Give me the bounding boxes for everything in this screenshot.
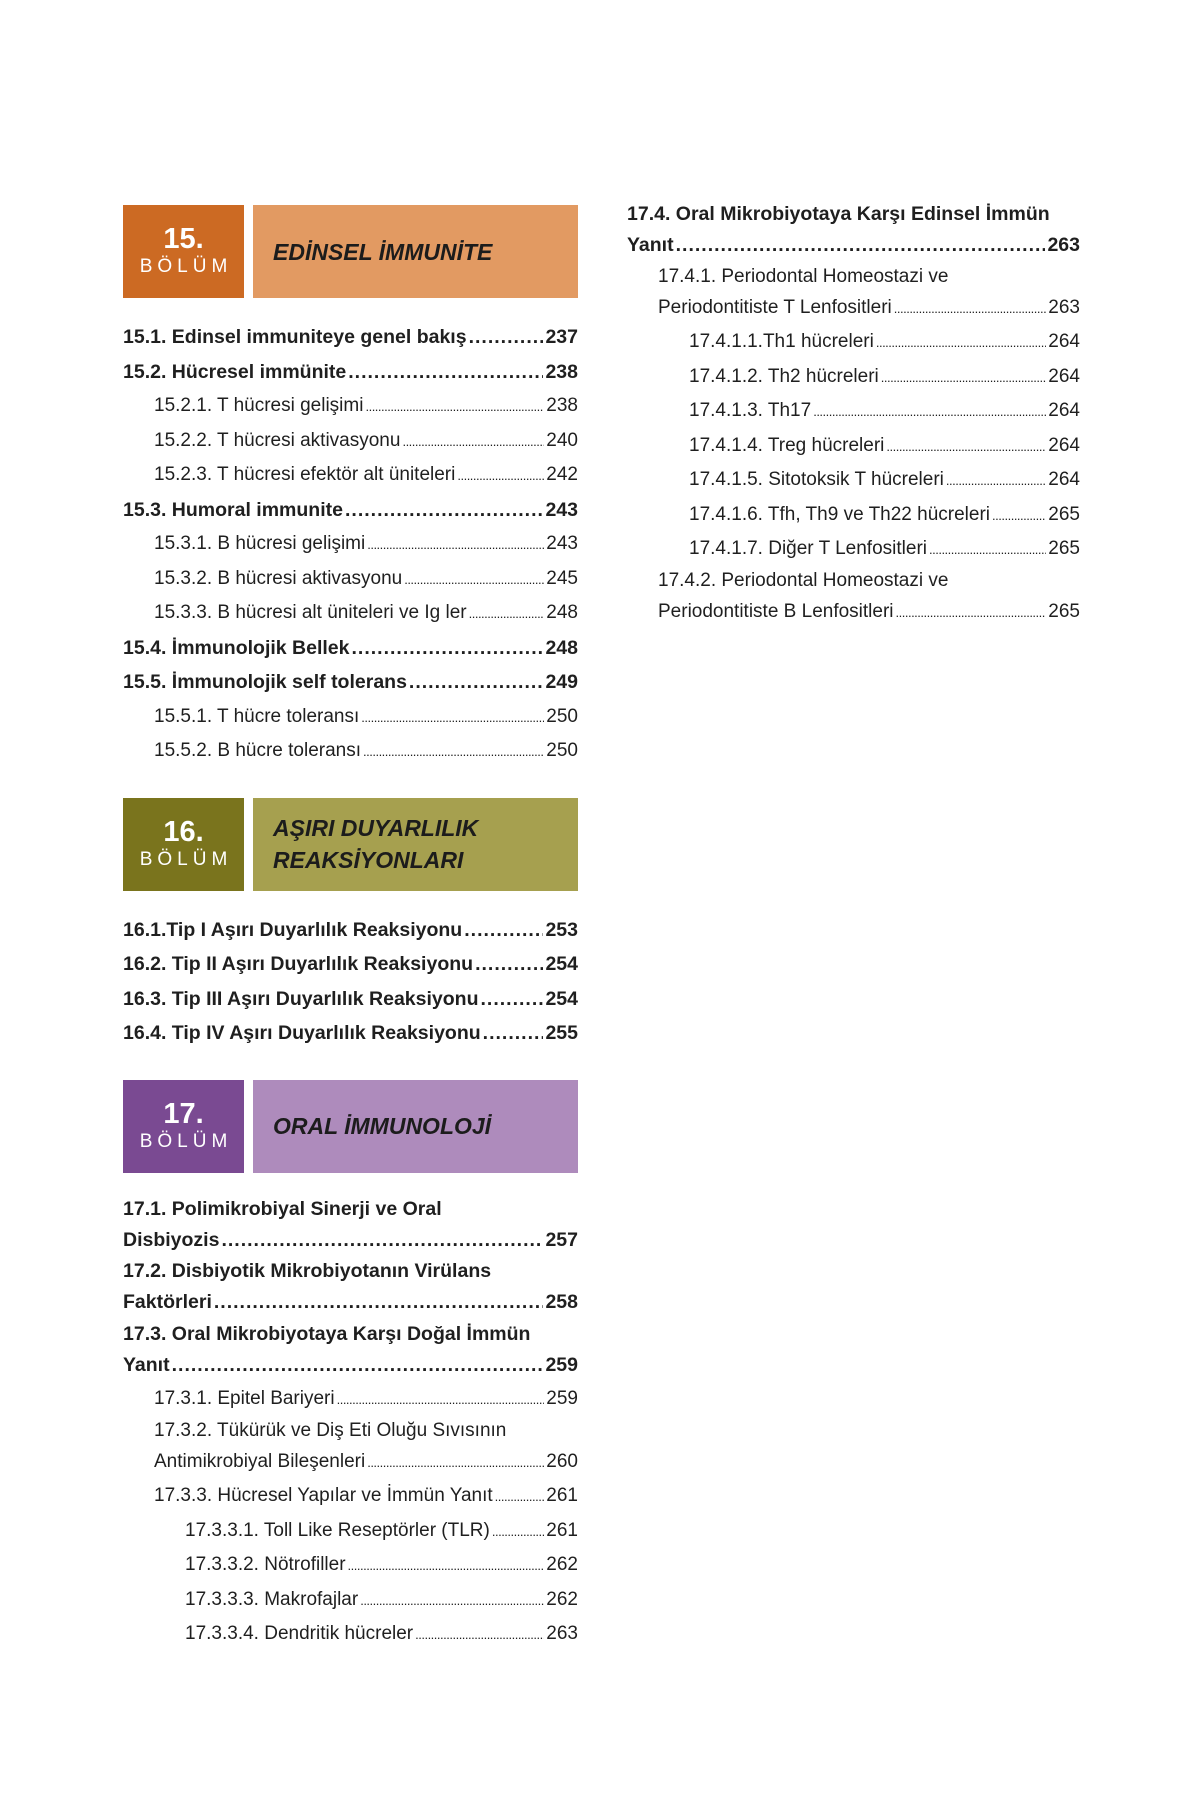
left-column	[123, 205, 578, 1681]
toc-page-number: 243	[546, 533, 578, 554]
toc-entry[interactable]	[627, 200, 1080, 263]
toc-page-number: 255	[545, 1022, 578, 1044]
toc-entry-label: 15.3.3. B hücresi alt üniteleri ve Ig ler	[154, 602, 467, 623]
chapter-title: AŞIRI DUYARLILIK REAKSİYONLARI	[273, 815, 479, 873]
leader-dots	[876, 326, 1046, 361]
toc-entry[interactable]	[123, 1257, 578, 1320]
chapter-17-toc	[123, 1195, 578, 1652]
toc-entry[interactable]	[627, 567, 1080, 630]
leader-dots	[457, 459, 544, 494]
toc-entry-label: 15.2. Hücresel immünite	[123, 360, 347, 383]
toc-page-number: 248	[545, 636, 578, 659]
toc-page-number: 263	[1048, 296, 1080, 318]
chapter-number: 16.	[163, 815, 204, 848]
toc-entry[interactable]	[627, 394, 1080, 429]
leader-dots	[360, 1584, 544, 1619]
toc-page-number: 265	[1048, 538, 1080, 559]
toc-entry-label: 17.4.1.3. Th17	[689, 400, 812, 421]
toc-entry[interactable]	[123, 982, 578, 1017]
toc-entry-label: 16.4. Tip IV Aşırı Duyarlılık Reaksiyonu	[123, 1022, 481, 1044]
chapter-15-header	[123, 205, 578, 298]
leader-dots	[480, 982, 543, 1017]
toc-page-number: 259	[546, 1388, 578, 1409]
toc-entry[interactable]	[627, 360, 1080, 395]
toc-entry-label: 17.3.1. Epitel Bariyeri	[154, 1388, 335, 1409]
chapter-title-box	[253, 205, 578, 298]
chapter-17-toc-continued	[627, 200, 1080, 629]
toc-page-number: 240	[546, 429, 578, 451]
leader-dots	[402, 425, 544, 460]
chapter-title: EDİNSEL İMMUNİTE	[273, 238, 493, 265]
toc-entry[interactable]	[123, 1195, 578, 1258]
leader-dots	[367, 528, 544, 563]
toc-entry-label-line1: 17.4. Oral Mikrobiyotaya Karşı Edinsel İmmün	[627, 203, 1050, 225]
leader-dots	[475, 947, 543, 982]
toc-page-number: 260	[546, 1450, 578, 1472]
right-column	[627, 200, 1080, 658]
chapter-number-box	[123, 1080, 244, 1173]
toc-entry-label-line1: 17.1. Polimikrobiyal Sinerji ve Oral	[123, 1197, 442, 1220]
toc-entry[interactable]	[123, 527, 578, 562]
leader-dots	[365, 390, 544, 425]
toc-entry-label: 15.5. İmmunolojik self tolerans	[123, 671, 407, 693]
toc-entry-label: 15.1. Edinsel immuniteye genel bakış	[123, 326, 467, 348]
chapter-15-toc	[123, 320, 578, 769]
toc-entry-label: 17.3.3. Hücresel Yapılar ve İmmün Yanıt	[154, 1485, 493, 1506]
toc-page-number: 238	[545, 360, 578, 383]
toc-page-number: 249	[545, 671, 578, 693]
toc-entry[interactable]	[123, 355, 578, 390]
chapter-title-box	[253, 1080, 578, 1173]
toc-page-number: 257	[545, 1228, 578, 1251]
toc-entry-label: 17.3.3.1. Toll Like Reseptörler (TLR)	[185, 1519, 490, 1541]
toc-entry-label: 15.3.1. B hücresi gelişimi	[154, 533, 366, 554]
toc-page-number: 264	[1048, 469, 1080, 490]
chapter-16-toc	[123, 913, 578, 1051]
leader-dots	[352, 631, 544, 666]
toc-entry-label: Yanıt	[123, 1353, 170, 1376]
chapter-number-box	[123, 205, 244, 298]
toc-page-number: 250	[546, 740, 578, 761]
toc-entry-label: 16.2. Tip II Aşırı Duyarlılık Reaksiyonu	[123, 953, 474, 975]
toc-entry-label: Periodontitiste T Lenfositleri	[658, 296, 892, 318]
leader-dots	[363, 735, 544, 770]
toc-page-number: 253	[545, 918, 578, 941]
toc-entry-label-line1: 17.3. Oral Mikrobiyotaya Karşı Doğal İmmün	[123, 1322, 531, 1345]
toc-entry[interactable]	[123, 493, 578, 528]
toc-entry-label: 15.5.2. B hücre toleransı	[154, 740, 362, 761]
toc-entry[interactable]	[123, 913, 578, 948]
toc-entry[interactable]	[627, 263, 1080, 326]
leader-dots	[929, 533, 1046, 568]
toc-entry-label-line1: 17.4.2. Periodontal Homeostazi ve	[658, 569, 949, 591]
toc-page-number: 263	[546, 1623, 578, 1644]
leader-dots	[813, 395, 1046, 430]
toc-entry[interactable]	[123, 1382, 578, 1417]
leader-dots	[886, 430, 1046, 465]
toc-page-number: 250	[546, 705, 578, 727]
toc-entry[interactable]	[627, 532, 1080, 567]
toc-page-number: 242	[546, 464, 578, 485]
toc-page-number: 264	[1048, 365, 1080, 387]
chapter-bolum-label: BÖLÜM	[139, 256, 233, 278]
leader-dots	[361, 701, 544, 736]
toc-entry[interactable]	[123, 631, 578, 666]
toc-entry[interactable]	[123, 458, 578, 493]
leader-dots	[492, 1515, 544, 1550]
toc-entry-label-line1: 17.3.2. Tükürük ve Diş Eti Oluğu Sıvısının	[154, 1419, 507, 1441]
toc-entry-label: 16.1.Tip I Aşırı Duyarlılık Reaksiyonu	[123, 918, 463, 941]
toc-entry-label: Disbiyozis	[123, 1228, 220, 1251]
chapter-number: 17.	[163, 1097, 204, 1130]
chapter-bolum-label: BÖLÜM	[139, 848, 233, 870]
toc-page-number: 243	[545, 498, 578, 521]
toc-entry-label: 15.2.3. T hücresi efektör alt üniteleri	[154, 464, 456, 485]
toc-entry-label: 17.4.1.5. Sitotoksik T hücreleri	[689, 469, 944, 490]
toc-entry-label: 17.3.3.2. Nötrofiller	[185, 1554, 346, 1575]
toc-entry[interactable]	[627, 429, 1080, 464]
toc-page-number: 261	[546, 1519, 578, 1541]
toc-entry[interactable]	[123, 1320, 578, 1383]
toc-entry-label: 15.3. Humoral immunite	[123, 498, 343, 521]
toc-page-number: 261	[546, 1485, 578, 1506]
toc-entry-label: 17.4.1.1.Th1 hücreleri	[689, 331, 874, 352]
leader-dots	[495, 1480, 545, 1515]
toc-entry-label: Antimikrobiyal Bileşenleri	[154, 1450, 366, 1472]
leader-dots	[337, 1383, 545, 1418]
toc-page-number: 237	[545, 326, 578, 348]
chapter-number: 15.	[163, 223, 204, 256]
leader-dots	[946, 464, 1046, 499]
toc-page-number: 238	[546, 395, 578, 416]
leader-dots	[469, 597, 545, 632]
toc-entry-label: 17.3.3.3. Makrofajlar	[185, 1588, 359, 1610]
leader-dots	[881, 361, 1047, 396]
toc-entry[interactable]	[123, 700, 578, 735]
toc-entry-label: Faktörleri	[123, 1291, 212, 1313]
toc-entry[interactable]	[627, 498, 1080, 533]
leader-dots	[214, 1285, 544, 1320]
toc-entry[interactable]	[123, 1514, 578, 1549]
leader-dots	[894, 292, 1047, 327]
chapter-17-header	[123, 1080, 578, 1173]
toc-entry-label: Periodontitiste B Lenfositleri	[658, 600, 894, 622]
leader-dots	[483, 1016, 544, 1051]
toc-entry[interactable]	[123, 596, 578, 631]
toc-page-number: 265	[1048, 503, 1080, 525]
toc-entry-label: 15.3.2. B hücresi aktivasyonu	[154, 567, 403, 589]
toc-entry[interactable]	[123, 1016, 578, 1051]
toc-page-number: 264	[1048, 400, 1080, 421]
toc-entry-label: 17.4.1.4. Treg hücreleri	[689, 434, 885, 456]
toc-entry-label: 15.2.2. T hücresi aktivasyonu	[154, 429, 401, 451]
toc-entry-label: 16.3. Tip III Aşırı Duyarlılık Reaksiyonu	[123, 987, 479, 1010]
chapter-title-box	[253, 798, 578, 891]
leader-dots	[676, 228, 1046, 263]
toc-entry[interactable]	[123, 1617, 578, 1652]
toc-page-number: 264	[1048, 331, 1080, 352]
chapter-bolum-label: BÖLÜM	[139, 1130, 233, 1152]
toc-page-number: 254	[545, 987, 578, 1010]
toc-entry-label-line1: 17.4.1. Periodontal Homeostazi ve	[658, 265, 949, 287]
toc-entry-label: 15.2.1. T hücresi gelişimi	[154, 395, 364, 416]
toc-entry[interactable]	[123, 734, 578, 769]
leader-dots	[345, 493, 543, 528]
chapter-16-header	[123, 798, 578, 891]
toc-entry[interactable]	[123, 1479, 578, 1514]
toc-page-number: 264	[1048, 434, 1080, 456]
leader-dots	[469, 320, 544, 355]
toc-page-number: 259	[545, 1353, 578, 1376]
leader-dots	[409, 665, 544, 700]
leader-dots	[992, 499, 1046, 534]
chapter-title: ORAL İMMUNOLOJİ	[273, 1113, 492, 1139]
toc-entry[interactable]	[627, 463, 1080, 498]
toc-entry[interactable]	[123, 1548, 578, 1583]
toc-entry-label: 17.4.1.7. Diğer T Lenfositleri	[689, 538, 927, 559]
toc-entry-label: Yanıt	[627, 234, 674, 256]
toc-page-number: 245	[546, 567, 578, 589]
toc-entry[interactable]	[627, 325, 1080, 360]
toc-entry[interactable]	[123, 562, 578, 597]
toc-page-number: 262	[546, 1588, 578, 1610]
toc-entry-label: 17.3.3.4. Dendritik hücreler	[185, 1623, 414, 1644]
leader-dots	[896, 596, 1047, 631]
leader-dots	[221, 1223, 543, 1258]
leader-dots	[172, 1348, 544, 1383]
toc-entry-label: 15.4. İmmunolojik Bellek	[123, 636, 350, 659]
toc-page-number: 263	[1047, 234, 1080, 256]
toc-entry-label-line1: 17.2. Disbiyotik Mikrobiyotanın Virülans	[123, 1260, 492, 1282]
leader-dots	[415, 1618, 544, 1653]
leader-dots	[367, 1446, 544, 1481]
toc-entry[interactable]	[123, 389, 578, 424]
toc-entry-label: 15.5.1. T hücre toleransı	[154, 705, 360, 727]
leader-dots	[464, 913, 543, 948]
toc-page-number: 248	[546, 602, 578, 623]
toc-page-number: 258	[545, 1291, 578, 1313]
toc-entry[interactable]	[123, 320, 578, 355]
toc-page-number: 262	[546, 1554, 578, 1575]
toc-entry[interactable]	[123, 1583, 578, 1618]
chapter-number-box	[123, 798, 244, 891]
toc-entry[interactable]	[123, 1417, 578, 1480]
toc-entry-label: 17.4.1.6. Tfh, Th9 ve Th22 hücreleri	[689, 503, 991, 525]
toc-page-number: 265	[1048, 600, 1080, 622]
toc-page-number: 254	[545, 953, 578, 975]
leader-dots	[404, 563, 544, 598]
toc-entry[interactable]	[123, 947, 578, 982]
toc-entry[interactable]	[123, 424, 578, 459]
leader-dots	[348, 355, 543, 390]
toc-entry-label: 17.4.1.2. Th2 hücreleri	[689, 365, 879, 387]
toc-entry[interactable]	[123, 665, 578, 700]
leader-dots	[348, 1549, 545, 1584]
